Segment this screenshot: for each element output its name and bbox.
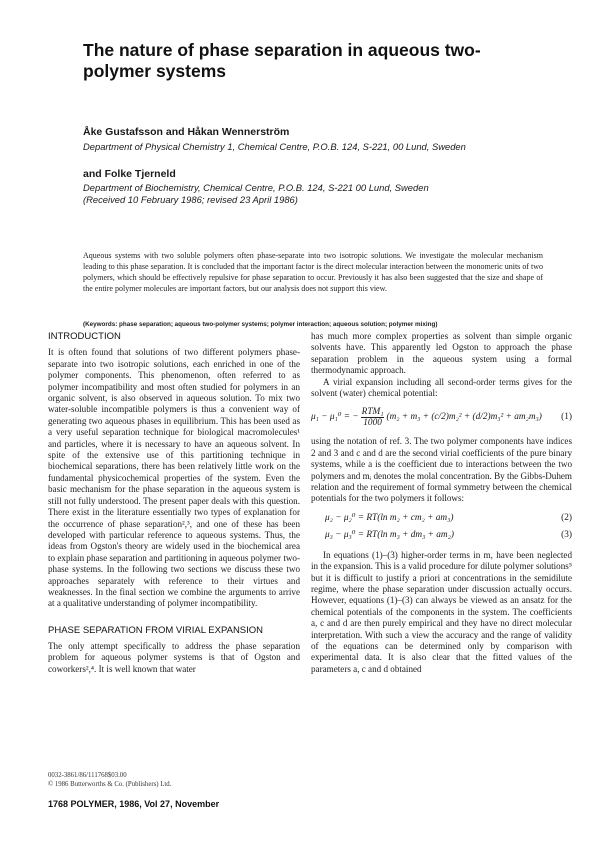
affiliation-primary: Department of Physical Chemistry 1, Chemical Centre, P.O.B. 124, S-221, 00 Lund, Sweden [83,141,466,152]
section-heading-virial: PHASE SEPARATION FROM VIRIAL EXPANSION [48,624,264,636]
right-paragraph-3: using the notation of ref. 3. The two polymer components have indices 2 and 3 and c and d are the second virial coefficients of the pure binary systems, while a is the coefficient due to interactions between the two polymers and mᵢ denotes the molal concentration. By the Gibbs-Duhem relation and the requirement of formal symmetry between the chemical potentials for the two polymers it follows: [311,436,572,504]
equation-1-numerator: RTM₁ [361,407,384,418]
keywords: (Keywords: phase separation; aqueous two-polymer systems; polymer interaction; aqueous solution; polymer mixing) [83,321,438,328]
equation-2 [325,513,572,524]
footer-journal-line: 1768 POLYMER, 1986, Vol 27, November [48,799,220,809]
equation-3-number: (3) [561,530,572,541]
authors-primary: Åke Gustafsson and Håkan Wennerström [83,126,290,138]
left-column [48,331,300,675]
affiliation-secondary [83,182,543,206]
paper-title: The nature of phase separation in aqueous two-polymer systems [83,40,481,81]
authors-secondary: and Folke Tjerneld [83,168,176,180]
introduction-text: It is often found that solutions of two different polymers phase-separate into two isotropic solutions, each enriched in one of the polymer components. This phenomenon, often referred to as polymer incompatibility and most often studied for polymers in an organic solvent, is also observed in aqueous solution. To mix two water-soluble incompatible polymers is thus a convenient way of generating two aqueous phases in equilibrium. This has been used as a very useful separation technique for biological macromolecules¹ and particles, where it is necessary to have an aqueous solvent. In spite of the extensive use of this partitioning technique in biochemical separations, there has been relatively little work on the fundamental physicochemical properties of the system. Even the basic mechanism for the phase separation in the aqueous system is still not fully understood. The present paper deals with this question. There exist in the literature essentially two types of explanation for the occurrence of phase separation²,³, and one of these has been developed with particular reference to aqueous systems. Thus, the ideas from Ogston's theory are widely used in the biochemical area to explain phase separation and partitioning in aqueous polymer two-phase systems. In the following two sections we discuss these two approaches separately with reference to their virtues and weaknesses. In the final section we combine the arguments to arrive at a qualitative understanding of polymer incompatibility. [48,347,300,609]
equation-1-fraction [361,407,385,428]
right-paragraph-2: A virial expansion including all second-order terms gives for the solvent (water) chemical potential: [311,376,572,399]
introduction-heading: INTRODUCTION [48,331,121,342]
equation-3 [325,530,572,541]
equation-1-right: (m₂ + m₃ + (c/2)m₂² + (d/2)m₃² + am₂m₃) [386,412,542,423]
affiliation-secondary-text: Department of Biochemistry, Chemical Centre, P.O.B. 124, S-221 00 Lund, Sweden [83,182,429,193]
abstract: Aqueous systems with two soluble polymers often phase-separate into two isotropic solutions. We investigate the molecular mechanism leading to this phase separation. It is concluded that the important factor is the direct molecular interaction between the monomeric units of two polymers, which should be effectively repulsive for phase separation to occur. Previously it has also been suggested that the size and shape of the entire polymer molecules are important factors, but our analysis does not support this view. [83,251,543,293]
right-column [311,331,572,675]
received-dates: (Received 10 February 1986; revised 23 April 1986) [83,194,298,205]
equation-2-body: μ₂ − μ₂⁰ = RT(ln m₂ + cm₂ + am₃) [325,512,454,523]
equation-1-number: (1) [561,412,572,423]
footer-copyright: © 1986 Butterworths & Co. (Publishers) Ltd. [48,781,172,788]
equation-1 [311,407,572,428]
equation-1-denominator: 1000 [363,418,382,429]
equation-1-left: μ₁ − μ₁⁰ = − [311,412,359,423]
right-paragraph-1: has much more complex properties as solvent than simple organic solvents have. This apparently led Ogston to approach the phase separation problem in the aqueous system using a formal thermodynamic approach. [311,331,572,376]
footer-code: 0032-3861/86/111768$03.00 [48,772,127,779]
section-text-virial: The only attempt specifically to address the phase separation problem for aqueous polymer systems is that of Ogston and coworkers²,⁴. It is well known that water [48,640,300,674]
equation-2-number: (2) [561,512,572,523]
right-paragraph-4: In equations (1)–(3) higher-order terms in m, have been neglected in the expansion. This is a valid procedure for dilute polymer solutions⁵ but it is difficult to justify a priori at concentrations in the semidilute regime, where the phase separation under discussion actually occurs. However, equations (1)–(3) can always be viewed as an ansatz for the chemical potentials of the components in the system. The coefficients a, c and d are then purely empirical and they have no direct molecular interpretation. With such a view the accuracy and the range of validity of the equations can be determined only by comparison with experimental data. It is also clear that the fitted values of the parameters a, c and d obtained [311,549,572,674]
equation-3-body: μ₃ − μ₃⁰ = RT(ln m₃ + dm₃ + am₂) [325,530,454,541]
